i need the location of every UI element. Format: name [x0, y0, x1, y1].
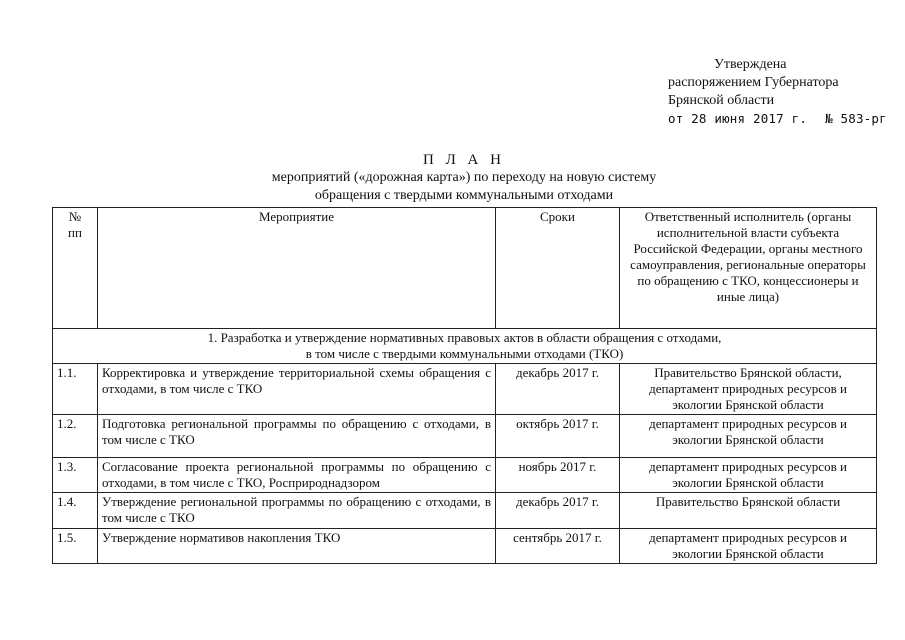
document-subtitle-line1: мероприятий («дорожная карта») по переходу на новую систему [271, 170, 657, 185]
row-deadline: ноябрь 2017 г. [496, 458, 620, 493]
approval-stamp [668, 56, 887, 128]
row-responsible: Правительство Брянской области, департамент природных ресурсов и экологии Брянской области [620, 364, 877, 415]
row-responsible: Правительство Брянской области [620, 493, 877, 529]
row-number: 1.4. [53, 493, 98, 529]
document-title: П Л А Н [423, 152, 505, 168]
row-activity: Утверждение нормативов накопления ТКО [98, 529, 496, 564]
table-row [53, 415, 877, 458]
section-heading [53, 329, 877, 364]
approval-date-line [668, 110, 887, 128]
header-number [53, 208, 98, 329]
row-number: 1.2. [53, 415, 98, 458]
approval-line-region: Брянской области [668, 93, 775, 108]
table-row [53, 364, 877, 415]
document-subtitle-line2: обращения с твердыми коммунальными отходами [314, 188, 614, 203]
approval-line-by-order: распоряжением Губернатора [668, 75, 839, 90]
row-activity: Согласование проекта региональной программы по обращению с отходами, в том числе с ТКО, Росприроднадзором [98, 458, 496, 493]
row-number: 1.3. [53, 458, 98, 493]
row-deadline: декабрь 2017 г. [496, 493, 620, 529]
row-activity: Корректировка и утверждение территориальной схемы обращения с отходами, в том числе с ТКО [98, 364, 496, 415]
section-heading-line1: 1. Разработка и утверждение нормативных правовых актов в области обращения с отходами, [207, 330, 722, 345]
row-deadline: октябрь 2017 г. [496, 415, 620, 458]
row-deadline: декабрь 2017 г. [496, 364, 620, 415]
row-deadline: сентябрь 2017 г. [496, 529, 620, 564]
header-number-symbol: № [68, 209, 82, 224]
approval-date: от 28 июня 2017 г. [668, 111, 808, 126]
row-responsible: департамент природных ресурсов и экологии Брянской области [620, 415, 877, 458]
row-activity: Подготовка региональной программы по обращению с отходами, в том числе с ТКО [98, 415, 496, 458]
table-header-row [53, 208, 877, 329]
row-responsible: департамент природных ресурсов и экологии Брянской области [620, 529, 877, 564]
header-deadline: Сроки [496, 208, 620, 329]
approval-number: № 583-рг [825, 111, 887, 126]
row-number: 1.1. [53, 364, 98, 415]
section-heading-line2: в том числе с твердыми коммунальными отходами (ТКО) [305, 346, 624, 361]
row-activity: Утверждение региональной программы по обращению с отходами, в том числе с ТКО [98, 493, 496, 529]
plan-table [52, 207, 877, 564]
document-header [52, 151, 876, 205]
row-number: 1.5. [53, 529, 98, 564]
header-activity: Мероприятие [98, 208, 496, 329]
header-responsible: Ответственный исполнитель (органы исполнительной власти субъекта Российской Федерации, органы местного самоуправления, региональные операторы по обращению с ТКО, концессионеры и иные лица) [620, 208, 877, 329]
table-row [53, 458, 877, 493]
header-number-abbr: пп [68, 225, 82, 240]
table-row [53, 529, 877, 564]
table-row [53, 493, 877, 529]
row-responsible: департамент природных ресурсов и экологии Брянской области [620, 458, 877, 493]
section-row [53, 329, 877, 364]
approval-line-approved: Утверждена [714, 57, 787, 72]
